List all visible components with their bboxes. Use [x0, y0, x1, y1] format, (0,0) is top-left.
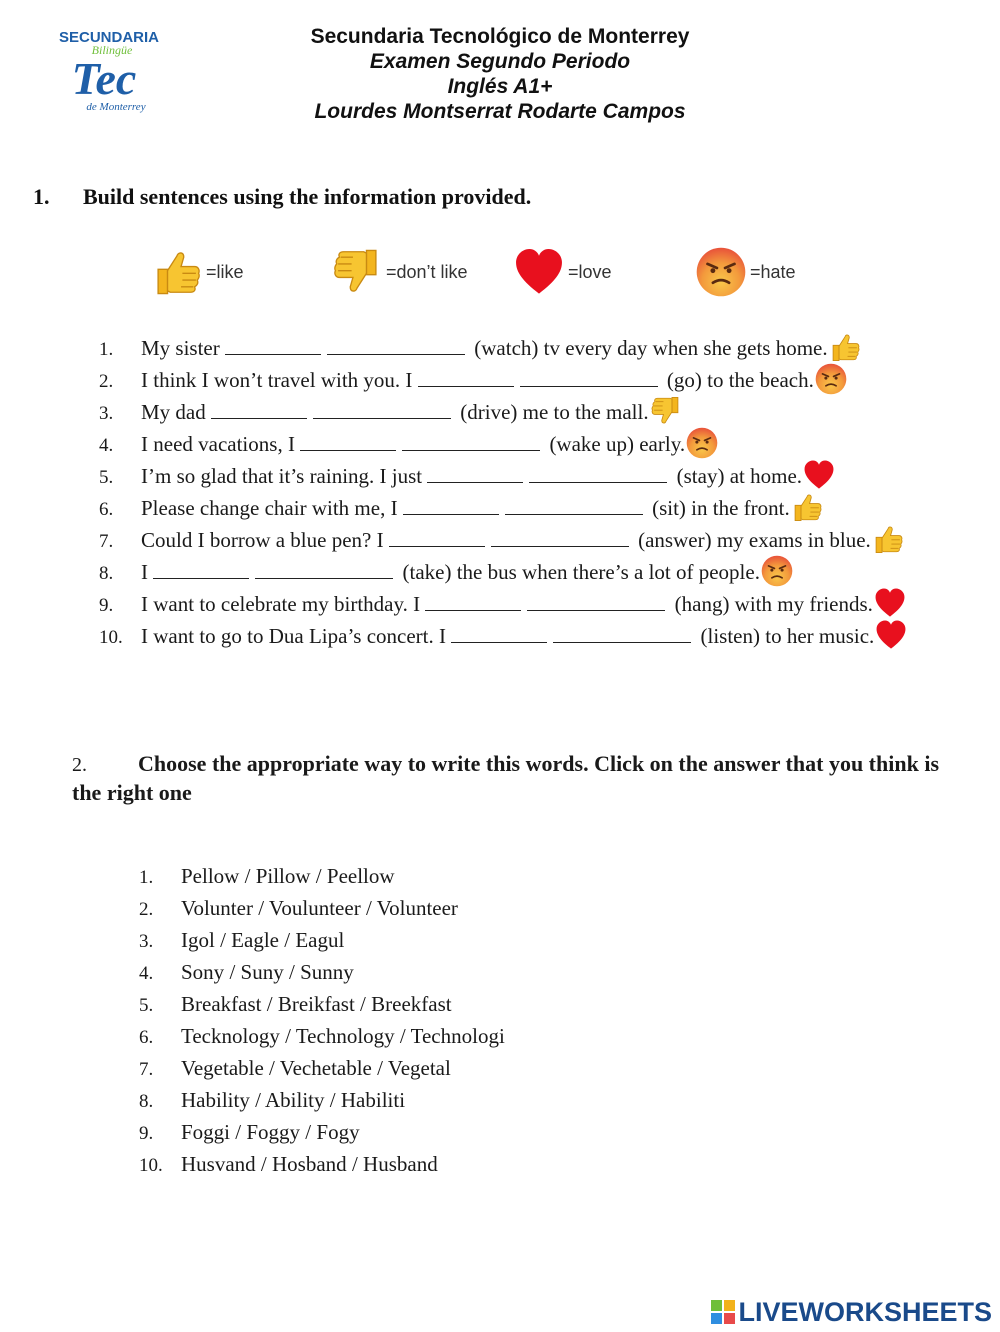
logo-line4: de Monterrey [86, 101, 146, 113]
sentence-item [99, 620, 999, 652]
sentence-item [99, 364, 999, 396]
answer-blank-auxiliary[interactable] [425, 592, 521, 611]
sentence-before: I think I won’t travel with you. I [141, 368, 413, 392]
legend-like-label: =like [206, 261, 244, 282]
subject: Inglés A1+ [447, 75, 553, 98]
answer-blank-verb[interactable] [529, 464, 667, 483]
sentence-item [99, 332, 999, 364]
choice-option[interactable]: Hosband [272, 1152, 347, 1176]
choice-item [139, 860, 505, 892]
sentence-item [99, 428, 999, 460]
sentence-after: (listen) to her music. [700, 624, 875, 648]
sentence-item [99, 556, 999, 588]
option-separator: / [300, 1120, 317, 1144]
sentence-before: Could I borrow a blue pen? I [141, 528, 384, 552]
sentence-before: I want to go to Dua Lipa’s concert. I [141, 624, 446, 648]
choice-option[interactable]: Eagle [231, 928, 279, 952]
answer-blank-verb[interactable] [491, 528, 629, 547]
sentence-after: (wake up) early. [549, 432, 686, 456]
option-separator: / [324, 1088, 341, 1112]
thumbs-down-icon [649, 394, 683, 428]
choice-option[interactable]: Ability [265, 1088, 325, 1112]
answer-blank-verb[interactable] [402, 432, 540, 451]
heart-icon [873, 586, 907, 620]
sentence-number: 3. [99, 403, 114, 424]
sentence-after: (sit) in the front. [652, 496, 790, 520]
option-separator: / [354, 992, 372, 1016]
choice-number: 5. [139, 995, 154, 1016]
sentence-item [99, 460, 999, 492]
option-separator: / [310, 864, 327, 888]
sentence-number: 10. [99, 627, 123, 648]
sentence-before: My dad [141, 400, 206, 424]
answer-blank-auxiliary[interactable] [300, 432, 396, 451]
legend-love-label: =love [568, 261, 612, 282]
answer-blank-verb[interactable] [313, 400, 451, 419]
choice-number: 6. [139, 1027, 154, 1048]
answer-blank-verb[interactable] [520, 368, 658, 387]
answer-blank-auxiliary[interactable] [403, 496, 499, 515]
option-separator: / [279, 1024, 296, 1048]
option-separator: / [255, 1152, 273, 1176]
answer-blank-auxiliary[interactable] [153, 560, 249, 579]
choice-option[interactable]: Fogy [316, 1120, 360, 1144]
answer-blank-verb[interactable] [327, 336, 465, 355]
sentence-list [99, 332, 999, 652]
choice-option[interactable]: Tecknology [181, 1024, 280, 1048]
sentence-after: (watch) tv every day when she gets home. [474, 336, 828, 360]
icon-legend [0, 242, 1000, 302]
choice-option[interactable]: Breakfast [181, 992, 262, 1016]
option-separator: / [224, 960, 241, 984]
answer-blank-verb[interactable] [527, 592, 665, 611]
sentence-number: 4. [99, 435, 114, 456]
choice-option[interactable]: Volunter [181, 896, 253, 920]
liveworksheets-logo-icon [710, 1299, 736, 1325]
choice-option[interactable]: Sony [181, 960, 225, 984]
choice-option[interactable]: Foggi [181, 1120, 231, 1144]
heart-icon [512, 245, 566, 299]
answer-blank-auxiliary[interactable] [418, 368, 514, 387]
choice-number: 2. [139, 899, 154, 920]
choice-item [139, 956, 505, 988]
choice-item [139, 988, 505, 1020]
legend-love [512, 242, 612, 302]
choice-option[interactable]: Technology [295, 1024, 395, 1048]
brand-name: LIVEWORKSHEETS [738, 1296, 992, 1327]
sentence-number: 2. [99, 371, 114, 392]
angry-face-icon [814, 362, 848, 396]
choice-number: 1. [139, 867, 154, 888]
section2-heading [72, 750, 972, 806]
answer-blank-auxiliary[interactable] [427, 464, 523, 483]
choice-option[interactable]: Vechetable [279, 1056, 372, 1080]
sentence-number: 1. [99, 339, 114, 360]
option-separator: / [283, 960, 301, 984]
legend-like [150, 242, 244, 302]
legend-dont-like-label: =don’t like [386, 261, 468, 282]
sentence-after: (answer) my exams in blue. [638, 528, 871, 552]
choice-number: 9. [139, 1123, 154, 1144]
legend-dont-like [330, 242, 468, 302]
choice-item [139, 892, 505, 924]
answer-blank-auxiliary[interactable] [389, 528, 485, 547]
legend-hate-label: =hate [750, 261, 796, 282]
option-separator: / [394, 1024, 411, 1048]
choice-option[interactable]: Technologi [410, 1024, 505, 1048]
choice-option[interactable]: Pellow [181, 864, 240, 888]
choice-option[interactable]: Voulunteer [268, 896, 361, 920]
choice-number: 8. [139, 1091, 154, 1112]
answer-blank-auxiliary[interactable] [451, 624, 547, 643]
answer-blank-verb[interactable] [255, 560, 393, 579]
choice-option[interactable]: Vegetable [181, 1056, 264, 1080]
choice-option[interactable]: Vegetal [387, 1056, 451, 1080]
option-separator: / [263, 1056, 280, 1080]
exam-header [0, 24, 1000, 124]
sentence-after: (go) to the beach. [666, 368, 814, 392]
answer-blank-auxiliary[interactable] [211, 400, 307, 419]
option-separator: / [346, 1152, 364, 1176]
spelling-choice-list [139, 860, 505, 1180]
answer-blank-verb[interactable] [553, 624, 691, 643]
sentence-number: 5. [99, 467, 114, 488]
sentence-before: My sister [141, 336, 220, 360]
sentence-before: I’m so glad that it’s raining. I just [141, 464, 423, 488]
option-separator: / [371, 1056, 388, 1080]
thumbs-up-icon [871, 522, 905, 556]
teacher-name: Lourdes Montserrat Rodarte Campos [314, 100, 686, 123]
choice-number: 4. [139, 963, 154, 984]
sentence-after: (hang) with my friends. [674, 592, 873, 616]
section1-heading [33, 184, 531, 210]
choice-option[interactable]: Eagul [295, 928, 345, 952]
sentence-item [99, 524, 999, 556]
heart-icon [802, 458, 836, 492]
choice-option[interactable]: Suny [240, 960, 284, 984]
choice-item [139, 1084, 505, 1116]
choice-item [139, 924, 505, 956]
option-separator: / [230, 1120, 247, 1144]
sentence-number: 7. [99, 531, 114, 552]
logo-line3: Tec [71, 53, 137, 104]
choice-option[interactable]: Hability [181, 1088, 250, 1112]
sentence-number: 6. [99, 499, 114, 520]
choice-option[interactable]: Pillow [255, 864, 311, 888]
choice-option[interactable]: Husvand [181, 1152, 256, 1176]
sentence-after: (stay) at home. [676, 464, 803, 488]
angry-face-icon [760, 554, 794, 588]
option-separator: / [252, 896, 269, 920]
sentence-item [99, 588, 999, 620]
choice-option[interactable]: Breikfast [277, 992, 355, 1016]
choice-option[interactable]: Igol [181, 928, 215, 952]
school-name: Secundaria Tecnológico de Monterrey [310, 25, 690, 48]
choice-item [139, 1148, 505, 1180]
choice-option[interactable]: Habiliti [340, 1088, 406, 1112]
logo-line2: Bilingüe [91, 43, 133, 57]
sentence-after: (drive) me to the mall. [460, 400, 649, 424]
choice-option[interactable]: Peellow [326, 864, 395, 888]
section1-number: 1. [33, 184, 50, 209]
choice-option[interactable]: Breekfast [371, 992, 452, 1016]
thumbs-down-icon [330, 245, 384, 299]
heart-icon [874, 618, 908, 652]
section2-number: 2. [72, 754, 87, 776]
choice-option[interactable]: Husband [363, 1152, 438, 1176]
choice-number: 7. [139, 1059, 154, 1080]
exam-title: Examen Segundo Periodo [369, 50, 631, 73]
option-separator: / [249, 1088, 266, 1112]
logo-line1: SECUNDARIA [58, 29, 160, 46]
option-separator: / [278, 928, 296, 952]
sentence-item [99, 396, 999, 428]
option-separator: / [239, 864, 256, 888]
option-separator: / [261, 992, 278, 1016]
angry-face-icon [694, 245, 748, 299]
sentence-before: I want to celebrate my birthday. I [141, 592, 421, 616]
sentence-item [99, 492, 999, 524]
choice-option[interactable]: Sunny [300, 960, 354, 984]
option-separator: / [214, 928, 232, 952]
section1-title: Build sentences using the information provided. [83, 184, 532, 209]
choice-option[interactable]: Volunteer [376, 896, 458, 920]
sentence-number: 8. [99, 563, 114, 584]
sentence-number: 9. [99, 595, 114, 616]
choice-item [139, 1116, 505, 1148]
liveworksheets-brand [710, 1296, 992, 1328]
sentence-before: I need vacations, I [141, 432, 295, 456]
thumbs-up-icon [150, 245, 204, 299]
legend-hate [694, 242, 796, 302]
choice-item [139, 1020, 505, 1052]
option-separator: / [360, 896, 377, 920]
section2-title: Choose the appropriate way to write this words. Click on the answer that you think is the right one [72, 751, 940, 805]
answer-blank-verb[interactable] [505, 496, 643, 515]
sentence-before: Please change chair with me, I [141, 496, 398, 520]
sentence-after: (take) the bus when there’s a lot of people. [402, 560, 760, 584]
choice-number: 10. [139, 1155, 163, 1176]
answer-blank-auxiliary[interactable] [225, 336, 321, 355]
thumbs-up-icon [828, 330, 862, 364]
sentence-before: I [141, 560, 148, 584]
thumbs-up-icon [790, 490, 824, 524]
choice-option[interactable]: Foggy [246, 1120, 301, 1144]
choice-item [139, 1052, 505, 1084]
choice-number: 3. [139, 931, 154, 952]
angry-face-icon [685, 426, 719, 460]
